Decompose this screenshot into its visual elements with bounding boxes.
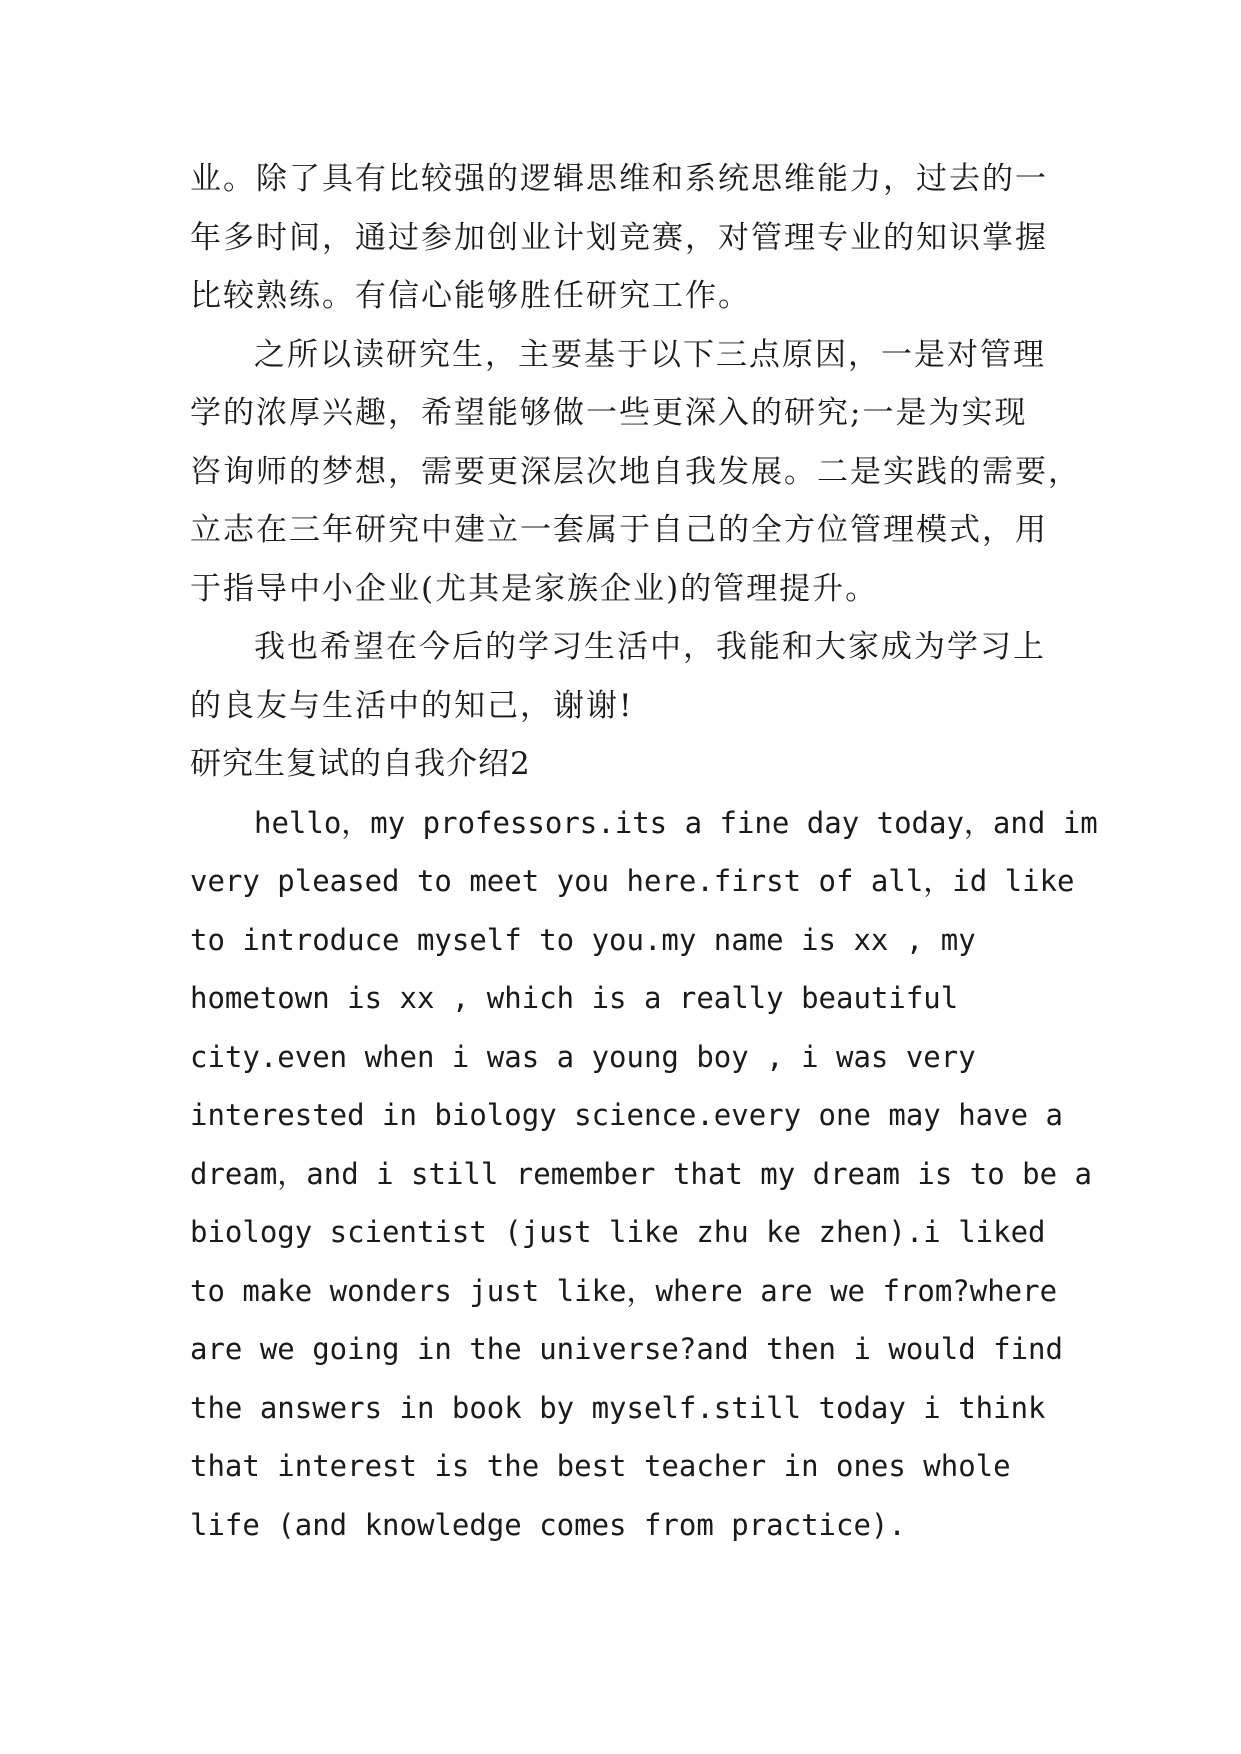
english-line: biology scientist (just like zhu ke zhen).i liked bbox=[190, 1215, 1046, 1249]
paragraph-line: 咨询师的梦想，需要更深层次地自我发展。二是实践的需要， bbox=[190, 453, 1081, 490]
paragraph-line: 我也希望在今后的学习生活中，我能和大家成为学习上 bbox=[254, 629, 1046, 665]
paragraph-line: 之所以读研究生，主要基于以下三点原因，一是对管理 bbox=[254, 336, 1046, 373]
english-line: to introduce myself to you.my name is xx , my bbox=[190, 922, 976, 957]
paragraph-line: 比较熟练。有信心能够胜任研究工作。 bbox=[190, 278, 751, 314]
english-line: dream，and i still remember that my dream is to be a bbox=[190, 1156, 1092, 1191]
english-line: are we going in the universe?and then i would find bbox=[190, 1332, 1063, 1366]
english-line: that interest is the best teacher in ones whole bbox=[190, 1449, 1011, 1483]
paragraph-line: 年多时间，通过参加创业计划竞赛，对管理专业的知识掌握 bbox=[190, 219, 1048, 256]
english-line: very pleased to meet you here.first of all，id like bbox=[190, 864, 1075, 898]
english-line: interested in biology science.every one may have a bbox=[190, 1098, 1063, 1132]
document-page bbox=[190, 150, 1098, 1554]
paragraph-line: 学的浓厚兴趣，希望能够做一些更深入的研究;一是为实现 bbox=[190, 395, 1028, 431]
section-heading: 研究生复试的自我介绍2 bbox=[190, 746, 531, 782]
english-line: hometown is xx , which is a really beautiful bbox=[190, 981, 959, 1015]
paragraph-line: 业。除了具有比较强的逻辑思维和系统思维能力，过去的一 bbox=[190, 161, 1048, 197]
english-line: to make wonders just like，where are we from?where bbox=[190, 1273, 1058, 1308]
paragraph-line: 立志在三年研究中建立一套属于自己的全方位管理模式，用 bbox=[190, 512, 1048, 548]
english-line: hello，my professors.its a fine day today，and im bbox=[254, 805, 1098, 840]
english-line: city.even when i was a young boy , i was very bbox=[190, 1039, 976, 1074]
english-line: life (and knowledge comes from practice). bbox=[190, 1507, 906, 1542]
paragraph-line: 的良友与生活中的知己，谢谢! bbox=[190, 687, 634, 724]
english-line: the answers in book by myself.still today i think bbox=[190, 1390, 1046, 1425]
paragraph-line: 于指导中小企业(尤其是家族企业)的管理提升。 bbox=[190, 570, 879, 607]
